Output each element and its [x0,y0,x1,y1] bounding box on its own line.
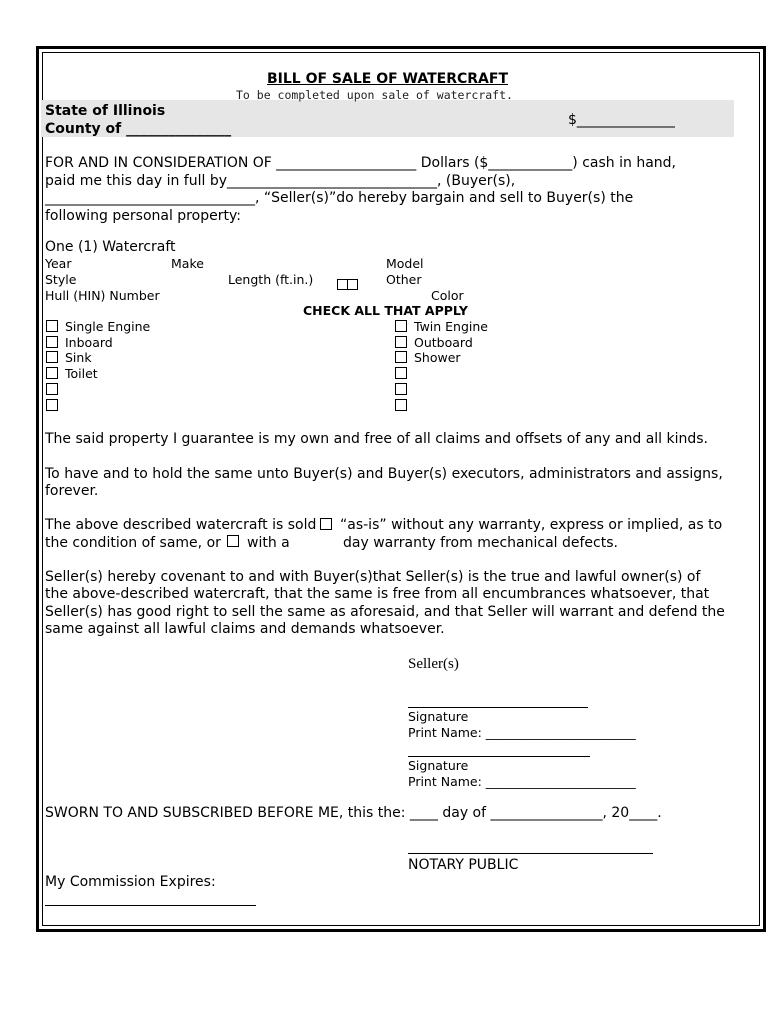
consideration-line-4: following personal property: [45,208,241,224]
print-name-2[interactable]: Print Name: ________________________ [408,774,636,789]
covenant-line-3: Seller(s) has good right to sell the same as aforesaid, and that Seller will warrant and defend the [45,604,725,620]
state-line: State of Illinois [45,103,166,119]
feature-left-label-1: Single Engine [65,319,151,334]
signature-label-1: Signature [408,709,469,724]
feature-right-label-1: Twin Engine [414,319,488,334]
sold-line-1b: “as-is” without any warranty, express or implied, as to [340,517,723,533]
consideration-line-2: paid me this day in full by______________________________, (Buyer(s), [45,173,516,189]
warranty-checkbox[interactable] [227,535,239,547]
feature-right-checkbox-1[interactable] [395,320,407,332]
to-have-line-2: forever. [45,483,99,499]
print-name-1[interactable]: Print Name: ________________________ [408,725,636,740]
length-label: Length (ft.in.) [228,272,314,287]
feature-right-checkbox-5[interactable] [395,383,407,395]
other-label: Other [386,272,422,287]
feature-left-checkbox-2[interactable] [46,336,58,348]
length-inches-box[interactable] [347,279,358,290]
feature-left-checkbox-4[interactable] [46,367,58,379]
feature-left-label-4: Toilet [65,366,98,381]
amount-line[interactable]: $______________ [568,112,675,128]
feature-left-checkbox-1[interactable] [46,320,58,332]
notary-signature-line[interactable] [408,853,653,854]
county-line: County of _______________ [45,121,232,137]
watercraft-heading: One (1) Watercraft [45,239,176,255]
as-is-checkbox[interactable] [320,518,332,530]
sold-line-1a: The above described watercraft is sold [45,517,317,533]
feature-right-checkbox-3[interactable] [395,351,407,363]
feature-left-label-2: Inboard [65,335,113,350]
sold-line-2b: with a [247,535,290,551]
covenant-line-4: same against all lawful claims and demands whatsoever. [45,621,445,637]
feature-left-checkbox-6[interactable] [46,399,58,411]
consideration-line-1: FOR AND IN CONSIDERATION OF ____________________ Dollars ($____________) cash in hand, [45,155,676,171]
form-title: BILL OF SALE OF WATERCRAFT [267,71,509,87]
signature-line-2[interactable] [408,756,590,757]
feature-right-checkbox-6[interactable] [395,399,407,411]
consideration-line-3: ______________________________, “Seller(s)”do hereby bargain and sell to Buyer(s) the [45,190,634,206]
feature-right-checkbox-4[interactable] [395,367,407,379]
commission-label: My Commission Expires: [45,874,216,890]
sold-line-2a: the condition of same, or [45,535,221,551]
signature-line-1[interactable] [408,707,588,708]
to-have-line-1: To have and to hold the same unto Buyer(s) and Buyer(s) executors, administrators and assigns, [45,466,723,482]
guarantee-text: The said property I guarantee is my own and free of all claims and offsets of any and all kinds. [45,431,709,447]
color-label: Color [431,288,464,303]
covenant-line-1: Seller(s) hereby covenant to and with Buyer(s)that Seller(s) is the true and lawful owner(s) of [45,569,701,585]
notary-label: NOTARY PUBLIC [408,857,519,873]
feature-left-label-3: Sink [65,350,92,365]
check-all-heading: CHECK ALL THAT APPLY [303,303,468,318]
form-subtitle: To be completed upon sale of watercraft. [236,88,513,102]
feature-right-label-3: Shower [414,350,461,365]
length-fields[interactable] [337,274,358,293]
feature-right-label-2: Outboard [414,335,473,350]
model-label: Model [386,256,424,271]
sworn-line: SWORN TO AND SUBSCRIBED BEFORE ME, this the: ____ day of ________________, 20____. [45,805,662,821]
commission-line[interactable] [45,905,256,906]
feature-left-checkbox-5[interactable] [46,383,58,395]
feature-right-checkbox-2[interactable] [395,336,407,348]
covenant-line-2: the above-described watercraft, that the same is free from all encumbrances whatsoever, that [45,586,710,602]
year-label: Year [45,256,72,271]
signature-label-2: Signature [408,758,469,773]
sellers-label: Seller(s) [408,656,459,672]
hull-label: Hull (HIN) Number [45,288,160,303]
sold-line-2c: day warranty from mechanical defects. [343,535,618,551]
make-label: Make [171,256,204,271]
style-label: Style [45,272,77,287]
feature-left-checkbox-3[interactable] [46,351,58,363]
